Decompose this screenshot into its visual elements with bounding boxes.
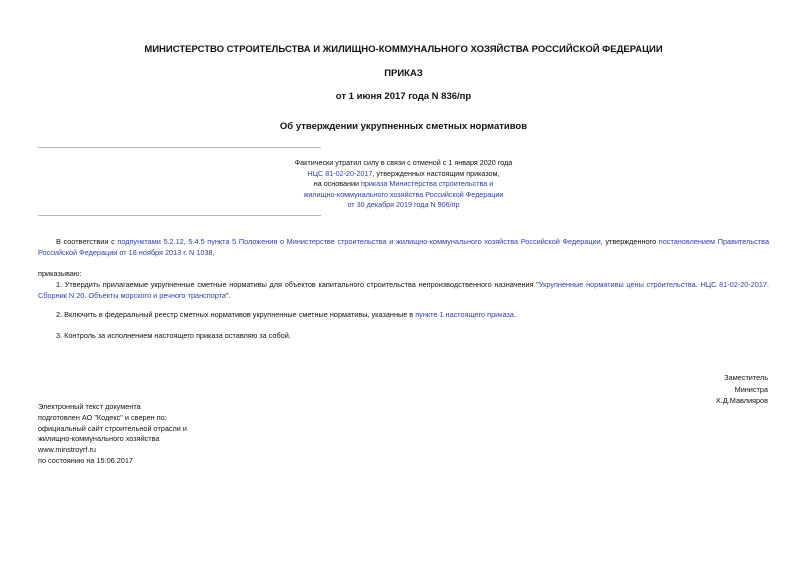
government-decree-link[interactable]: постановлением Правительства Российской Федерации от 18 ноября 2013 г. N 1038 [38,237,770,257]
ncs-link[interactable]: НЦС 81-02-20-2017 [307,168,373,178]
item-1: 1. Утвердить прилагаемые укрупненные сметные нормативы для объектов капитального строительства непроизводственного назначения "Укрупненные нормативы цены строительства. НЦС 81-02-20-2017. Сборник N 20. Объекты морского и речного транспорта". [38,280,770,300]
status-note-line-1: Фактически утратил силу в связи с отменой с 1 января 2020 года [294,158,513,167]
top-divider [38,147,321,148]
website-text: www.minstroyrf.ru [38,445,96,455]
status-note-line-3: на основании приказа Министерства строительства и [313,179,494,189]
order-link-part-1[interactable]: приказа Министерства строительства и [361,179,494,189]
document-date-number: от 1 июня 2017 года N 836/пр [335,91,472,102]
item-1-reference-link[interactable]: пункте 1 настоящего приказа [415,310,514,319]
document-info: Электронный текст документа подготовлен АО "Кодекс" и сверен по: официальный сайт строительной отрасли и жилищно-коммунального хозяйства www.minstroyrf.ru по состоянию на 15.06.2017 [38,402,298,467]
regulation-link[interactable]: подпунктами 5.2.12, 5.4.5 пункта 5 Положения о Министерстве строительства и жилищно-коммунального хозяйства Российской Федерации [117,237,601,246]
item-3: 3. Контроль за исполнением настоящего приказа оставляю за собой. [56,331,291,340]
order-word: приказываю: [38,269,82,278]
order-link-part-3[interactable]: от 30 декабря 2019 года N 906/пр [347,200,460,210]
status-note-line-2: НЦС 81-02-20-2017, утвержденных настоящим приказом, [307,168,500,178]
signature-position-2: Министра [734,384,768,394]
signature-name: Х.Д.Мавлияров [715,396,768,405]
item-2: 2. Включить в федеральный реестр сметных нормативов укрупненные сметные нормативы, указанные в пункте 1 настоящего приказа. [56,310,516,319]
order-link-part-2[interactable]: жилищно-коммунального хозяйства Российской Федерации [303,189,504,199]
signature-position: Заместитель [724,373,768,382]
document-title: Об утверждении укрупненных сметных нормативов [279,121,528,132]
document-type: ПРИКАЗ [384,68,423,79]
ncs-collection-link[interactable]: Укрупненные нормативы цены строительства. НЦС 81-02-20-2017. Сборник N 20. Объекты морского и речного транспорта [38,280,770,300]
status-note [240,158,567,211]
ministry-heading: МИНИСТЕРСТВО СТРОИТЕЛЬСТВА И ЖИЛИЩНО-КОММУНАЛЬНОГО ХОЗЯЙСТВА РОССИЙСКОЙ ФЕДЕРАЦИИ [144,44,663,55]
bottom-divider [38,215,321,216]
preamble-paragraph: В соответствии с подпунктами 5.2.12, 5.4.5 пункта 5 Положения о Министерстве строительства и жилищно-коммунального хозяйства Российской Федерации, утвержденного постановлением Правительства Российской Федерации от 18 ноября 2013 г. N 1038, [38,237,770,257]
signature-block [568,372,768,407]
